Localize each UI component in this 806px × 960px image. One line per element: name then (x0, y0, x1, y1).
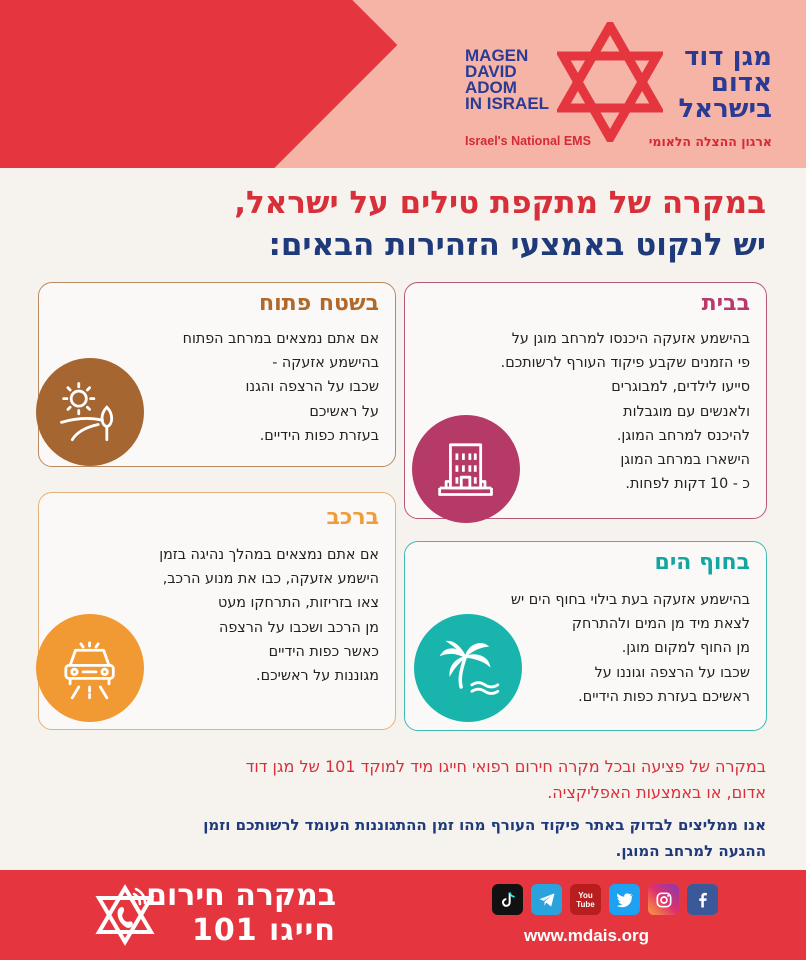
sun-landscape-icon (36, 358, 144, 466)
logo-english-name: MAGEN DAVID ADOM IN ISRAEL (465, 46, 550, 113)
facebook-icon[interactable] (687, 884, 718, 915)
logo-hebrew-name: מגן דוד אדום בישראל (678, 42, 772, 124)
car-icon (36, 614, 144, 722)
hotline-text: במקרה חירום חייגו 101 (146, 878, 336, 948)
mda-logo (465, 22, 780, 158)
twitter-icon[interactable] (609, 884, 640, 915)
card-home-title: בבית (701, 291, 750, 316)
instagram-icon[interactable] (648, 884, 679, 915)
logo-tagline-english: Israel's National EMS (465, 134, 591, 148)
logo-tagline-hebrew: ארגון ההצלה הלאומי (648, 134, 772, 149)
card-open-area-body: אם אתם נמצאים במרחב הפתוח בהישמע אזעקה - שכבו על הרצפה והגנו על ראשיכם בעזרת כפות הידיים. (182, 331, 379, 444)
tiktok-icon[interactable] (492, 884, 523, 915)
headline-line-2: יש לנקוט באמצעי הזהירות הבאים: (268, 227, 766, 263)
palm-tree-icon (414, 614, 522, 722)
building-icon (412, 415, 520, 523)
phone-star-icon (94, 884, 156, 946)
card-open-area-title: בשטח פתוח (259, 291, 379, 316)
youtube-icon[interactable] (570, 884, 601, 915)
headline (26, 182, 766, 266)
star-of-david-icon (557, 22, 663, 142)
card-home-body: בהישמע אזעקה היכנסו למרחב מוגן על פי הזמנים שקבע פיקוד העורף לרשותכם. סייעו לילדים, למבוגרים ולאנשים עם מוגבלות להיכנס למרחב המוגן. הישארו במרחב המוגן כ - 10 דקות לפחות. (500, 331, 750, 493)
card-beach-body: בהישמע אזעקה בעת בילוי בחוף הים יש לצאת מיד מן המים ולהתרחק מן החוף למקום מוגן. שכבו על הרצפה וגוננו על ראשיכם בעזרת כפות הידיים. (510, 592, 750, 705)
footer-bar (0, 870, 806, 960)
recommendation-note: אנו ממליצים לבדוק באתר פיקוד העורף מהו זמן ההתגוננות העומד לרשותכם וזמן ההגעה למרחב המוגן. (203, 816, 766, 860)
headline-line-1: במקרה של מתקפת טילים על ישראל, (234, 185, 766, 221)
youtube-label: You Tube (576, 890, 595, 909)
card-beach-title: בחוף הים (654, 550, 750, 575)
website-link[interactable]: www.mdais.org (524, 926, 650, 945)
social-links (492, 884, 718, 915)
emergency-note: במקרה של פציעה ובכל מקרה חירום רפואי חייגו מיד למוקד 101 של מגן דוד אדום, או באמצעות האפליקציה. (245, 757, 766, 802)
card-car-title: ברכב (326, 505, 379, 530)
card-car-body: אם אתם נמצאים במהלך נהיגה בזמן הישמע אזעקה, כבו את מנוע הרכב, צאו בזריזות, התרחקו מעט מן הרכב ושכבו על הרצפה כאשר כפות הידיים מגוננות על ראשיכם. (159, 547, 379, 685)
telegram-icon[interactable] (531, 884, 562, 915)
